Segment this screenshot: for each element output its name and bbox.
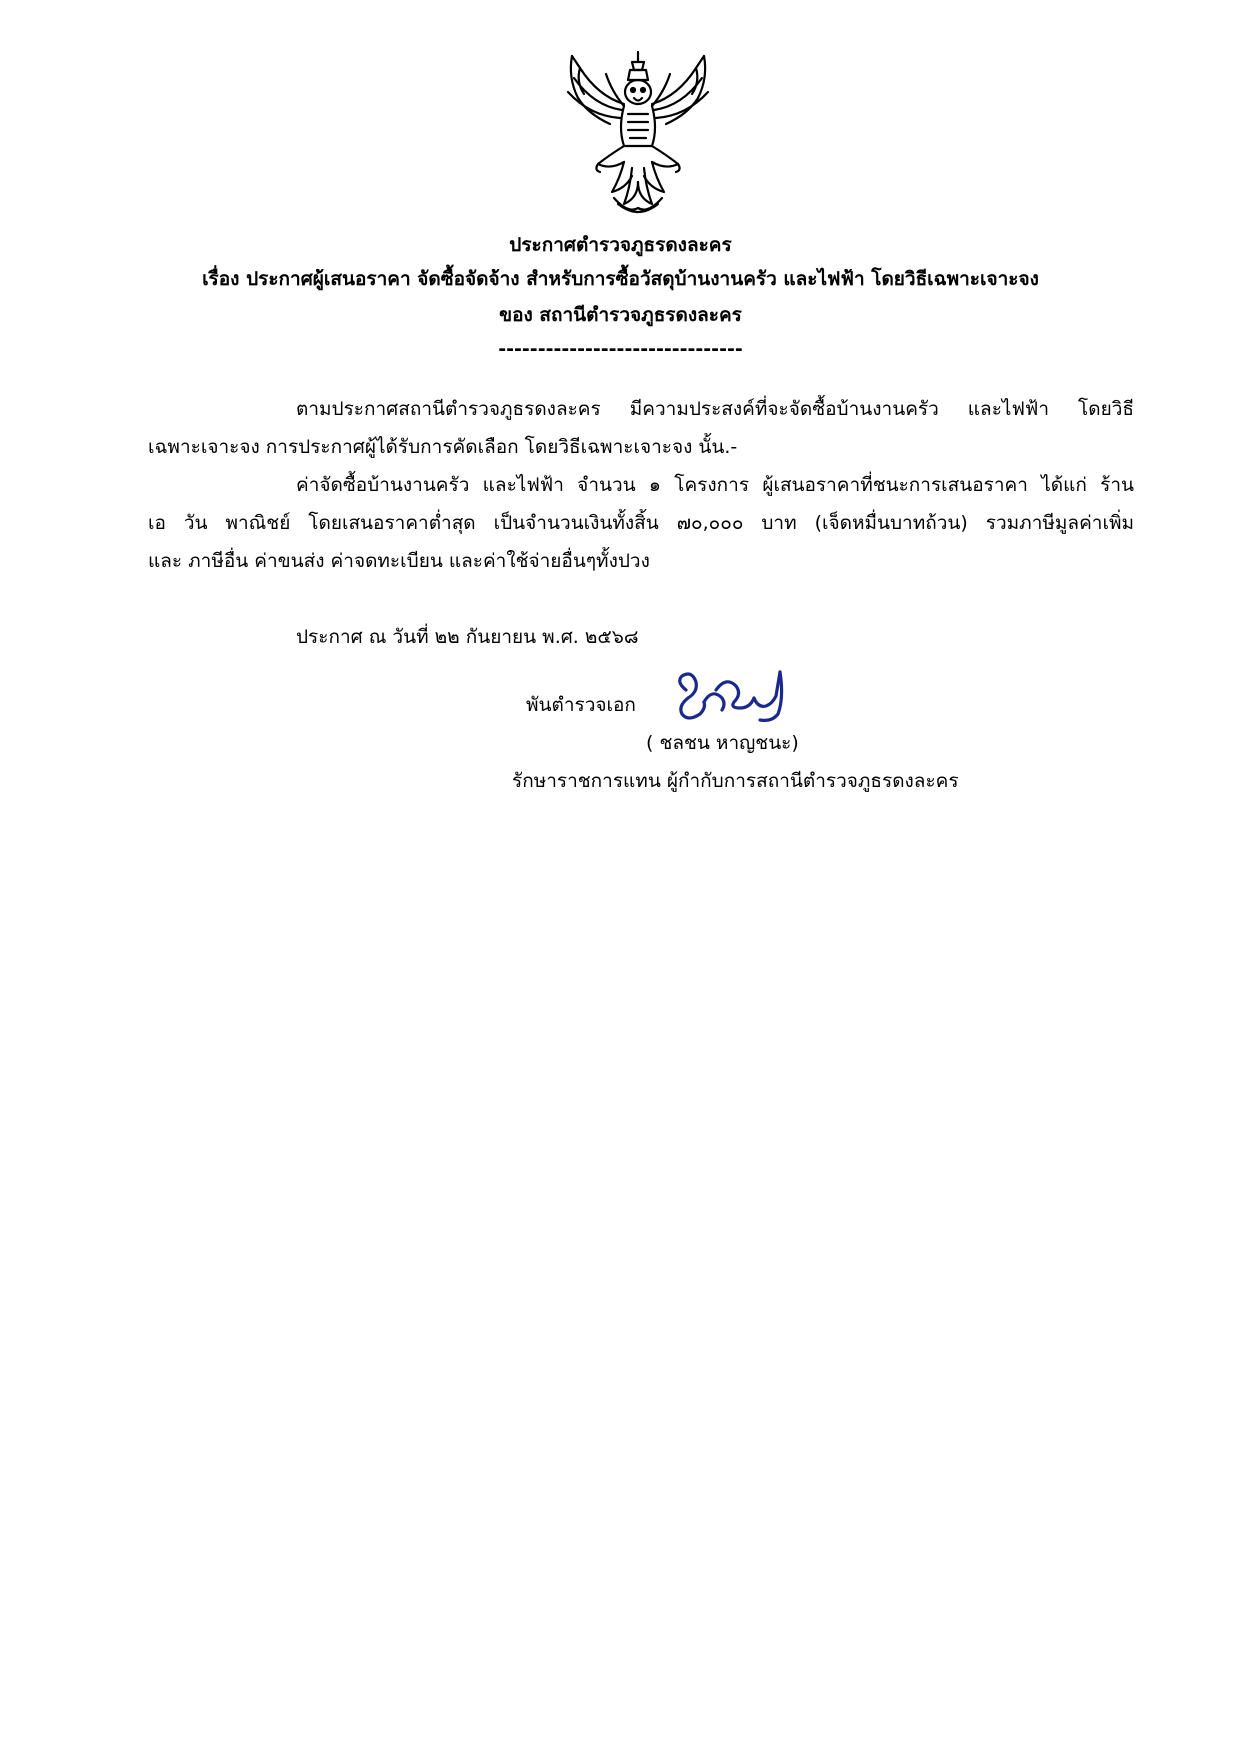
paragraph-2-line-2: เอ วัน พาณิชย์ โดยเสนอราคาต่ำสุด เป็นจำนวนเงินทั้งสิ้น ๗๐,๐๐๐ บาท (เจ็ดหมื่นบาทถ้วน) รวมภาษีมูลค่าเพิ่ม (148, 512, 1134, 534)
document-subject: เรื่อง ประกาศผู้เสนอราคา จัดซื้อจัดจ้าง สำหรับการซื้อวัสดุบ้านงานครัว และไฟฟ้า โดยวิธีเฉพาะเจาะจง (202, 268, 1039, 290)
paragraph-2-line-1: ค่าจัดซื้อบ้านงานครัว และไฟฟ้า จำนวน ๑ โครงการ ผู้เสนอราคาที่ชนะการเสนอราคา ได้แก่ ร้าน (296, 474, 1134, 496)
announcement-date: ประกาศ ณ วันที่ ๒๒ กันยายน พ.ศ. ๒๕๖๘ (296, 626, 639, 648)
signer-name: ( ชลชน หาญชนะ) (646, 732, 799, 754)
handwritten-signature (668, 668, 798, 726)
paragraph-1-line-2: เฉพาะเจาะจง การประกาศผู้ได้รับการคัดเลือก โดยวิธีเฉพาะเจาะจง นั้น.- (148, 436, 738, 458)
signer-rank: พันตำรวจเอก (526, 694, 636, 716)
header-divider: ------------------------------- (498, 338, 743, 360)
signer-position: รักษาราชการแทน ผู้กำกับการสถานีตำรวจภูธรดงละคร (512, 770, 959, 792)
document-title: ประกาศตำรวจภูธรดงละคร (509, 234, 732, 256)
document-subject-line2: ของ สถานีตำรวจภูธรดงละคร (499, 304, 742, 326)
paragraph-2-line-3: และ ภาษีอื่น ค่าขนส่ง ค่าจดทะเบียน และค่าใช้จ่ายอื่นๆทั้งปวง (148, 550, 650, 572)
garuda-emblem-icon (558, 48, 718, 218)
paragraph-1-line-1: ตามประกาศสถานีตำรวจภูธรดงละคร มีความประสงค์ที่จะจัดซื้อบ้านงานครัว และไฟฟ้า โดยวิธี (296, 398, 1134, 420)
